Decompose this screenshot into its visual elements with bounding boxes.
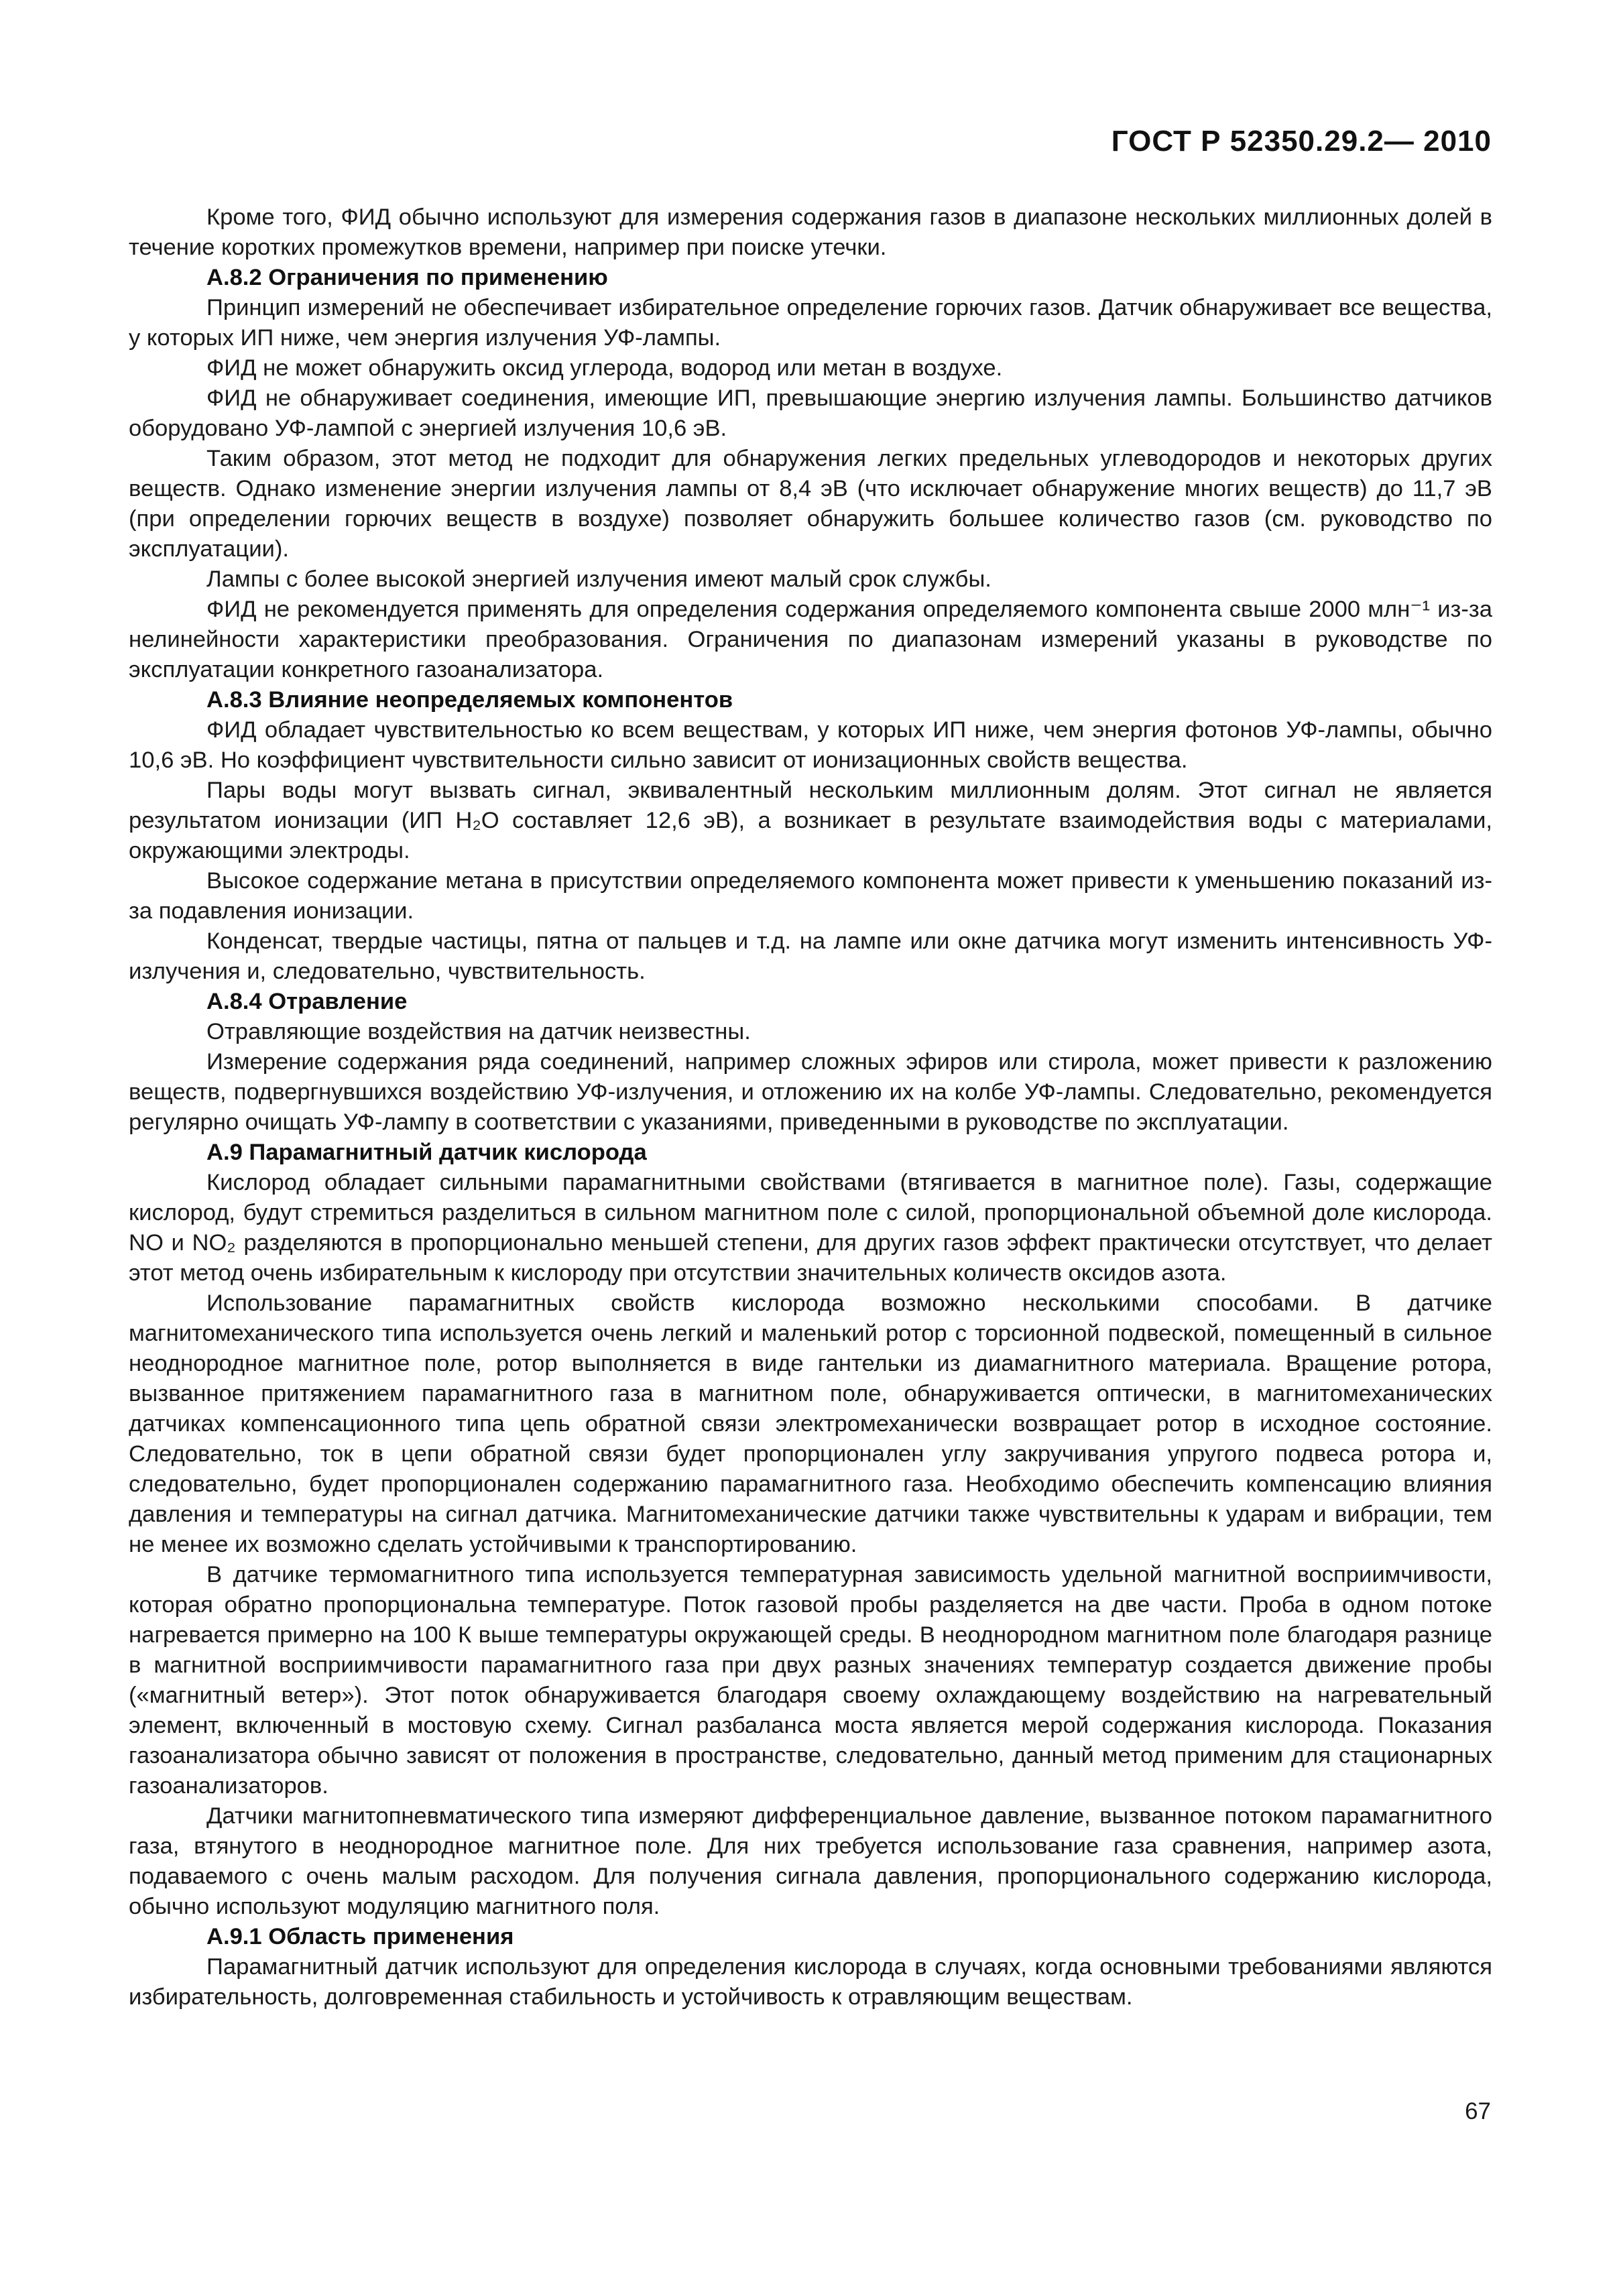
paragraph: В датчике термомагнитного типа используется температурная зависимость удельной магнитной восприимчивости, которая обратно пропорциональна температуре. Поток газовой пробы разделяется на две части. Проба в одном потоке нагревается примерно на 100 К выше температуры окружающей среды. В неоднородном магнитном поле благодаря разнице в магнитной восприимчивости парамагнитного газа при двух разных значениях температур создается движение пробы («магнитный ветер»). Этот поток обнаруживается благодаря своему охлаждающему воздействию на нагревательный элемент, включенный в мостовую схему. Сигнал разбаланса моста является мерой содержания кислорода. Показания газоанализатора обычно зависят от положения в пространстве, следовательно, данный метод применим для стационарных газоанализаторов.: [129, 1562, 1492, 1799]
paragraph: Кислород обладает сильными парамагнитными свойствами (втягивается в магнитное поле). Газы, содержащие кислород, будут стремиться разделиться в сильном магнитном поле с силой, пропорциональной объемной доле кислорода. NO и NO₂ разделяются в пропорционально меньшей степени, для других газов эффект практически отсутствует, что делает этот метод очень избирательным к кислороду при отсутствии значительных количеств оксидов азота.: [129, 1170, 1492, 1286]
paragraph: ФИД не обнаруживает соединения, имеющие ИП, превышающие энергию излучения лампы. Большинство датчиков оборудовано УФ-лампой с энергией излучения 10,6 эВ.: [129, 385, 1492, 441]
paragraph: Измерение содержания ряда соединений, например сложных эфиров или стирола, может привести к разложению веществ, подвергнувшихся воздействию УФ-излучения, и отложению их на колбе УФ-лампы. Следовательно, рекомендуется регулярно очищать УФ-лампу в соответствии с указаниями, приведенными в руководстве по эксплуатации.: [129, 1049, 1492, 1135]
page-number: 67: [1465, 2098, 1491, 2124]
paragraph: Лампы с более высокой энергией излучения имеют малый срок службы.: [206, 566, 991, 592]
paragraph: ФИД не может обнаружить оксид углерода, водород или метан в воздухе.: [206, 355, 1003, 381]
paragraph: Парамагнитный датчик используют для определения кислорода в случаях, когда основными требованиями являются избирательность, долговременная стабильность и устойчивость к отравляющим веществам.: [129, 1954, 1492, 2010]
section-heading: А.8.4 Отравление: [206, 989, 408, 1014]
document-body: [129, 202, 1492, 2012]
paragraph: Таким образом, этот метод не подходит для обнаружения легких предельных углеводородов и некоторых других веществ. Однако изменение энергии излучения лампы от 8,4 эВ (что исключает обнаружение многих веществ) до 11,7 эВ (при определении горючих веществ в воздухе) позволяет обнаружить большее количество газов (см. руководство по эксплуатации).: [129, 446, 1492, 562]
paragraph: Отравляющие воздействия на датчик неизвестны.: [206, 1019, 751, 1044]
section-heading: А.9.1 Область применения: [206, 1924, 514, 1949]
paragraph: Использование парамагнитных свойств кислорода возможно несколькими способами. В датчике магнитомеханического типа используется очень легкий и маленький ротор с торсионной подвеской, помещенный в сильное неоднородное магнитное поле, ротор выполняется в виде гантельки из диамагнитного материала. Вращение ротора, вызванное притяжением парамагнитного газа в магнитном поле, обнаруживается оптически, в магнитомеханических датчиках компенсационного типа цепь обратной связи электромеханически возвращает ротор в исходное состояние. Следовательно, ток в цепи обратной связи будет пропорционален углу закручивания упругого подвеса ротора и, следовательно, будет пропорционален содержанию парамагнитного газа. Необходимо обеспечить компенсацию влияния давления и температуры на сигнал датчика. Магнитомеханические датчики также чувствительны к ударам и вибрации, тем не менее их возможно сделать устойчивыми к транспортированию.: [129, 1290, 1492, 1557]
document-code-header: ГОСТ Р 52350.29.2— 2010: [1111, 125, 1492, 158]
paragraph: Высокое содержание метана в присутствии определяемого компонента может привести к уменьшению показаний из-за подавления ионизации.: [129, 868, 1492, 924]
paragraph: Пары воды могут вызвать сигнал, эквивалентный нескольким миллионным долям. Этот сигнал не является результатом ионизации (ИП H₂O составляет 12,6 эВ), а возникает в результате взаимодействия воды с материалами, окружающими электроды.: [129, 778, 1492, 863]
paragraph: ФИД не рекомендуется применять для определения содержания определяемого компонента свыше 2000 млн⁻¹ из-за нелинейности характеристики преобразования. Ограничения по диапазонам измерений указаны в руководстве по эксплуатации конкретного газоанализатора.: [129, 597, 1492, 682]
paragraph: Принцип измерений не обеспечивает избирательное определение горючих газов. Датчик обнаруживает все вещества, у которых ИП ниже, чем энергия излучения УФ-лампы.: [129, 295, 1492, 351]
section-heading: А.9 Парамагнитный датчик кислорода: [206, 1140, 647, 1165]
section-heading: А.8.2 Ограничения по применению: [206, 265, 608, 290]
paragraph: Датчики магнитопневматического типа измеряют дифференциальное давление, вызванное потоком парамагнитного газа, втянутого в неоднородное магнитное поле. Для них требуется использование газа сравнения, например азота, подаваемого с очень малым расходом. Для получения сигнала давления, пропорционального содержанию кислорода, обычно используют модуляцию магнитного поля.: [129, 1803, 1492, 1919]
section-heading: А.8.3 Влияние неопределяемых компонентов: [206, 687, 733, 713]
paragraph: Конденсат, твердые частицы, пятна от пальцев и т.д. на лампе или окне датчика могут изменить интенсивность УФ-излучения и, следовательно, чувствительность.: [129, 928, 1492, 984]
paragraph: ФИД обладает чувствительностью ко всем веществам, у которых ИП ниже, чем энергия фотонов УФ-лампы, обычно 10,6 эВ. Но коэффициент чувствительности сильно зависит от ионизационных свойств вещества.: [129, 717, 1492, 773]
paragraph: Кроме того, ФИД обычно используют для измерения содержания газов в диапазоне нескольких миллионных долей в течение коротких промежутков времени, например при поиске утечки.: [129, 204, 1492, 260]
